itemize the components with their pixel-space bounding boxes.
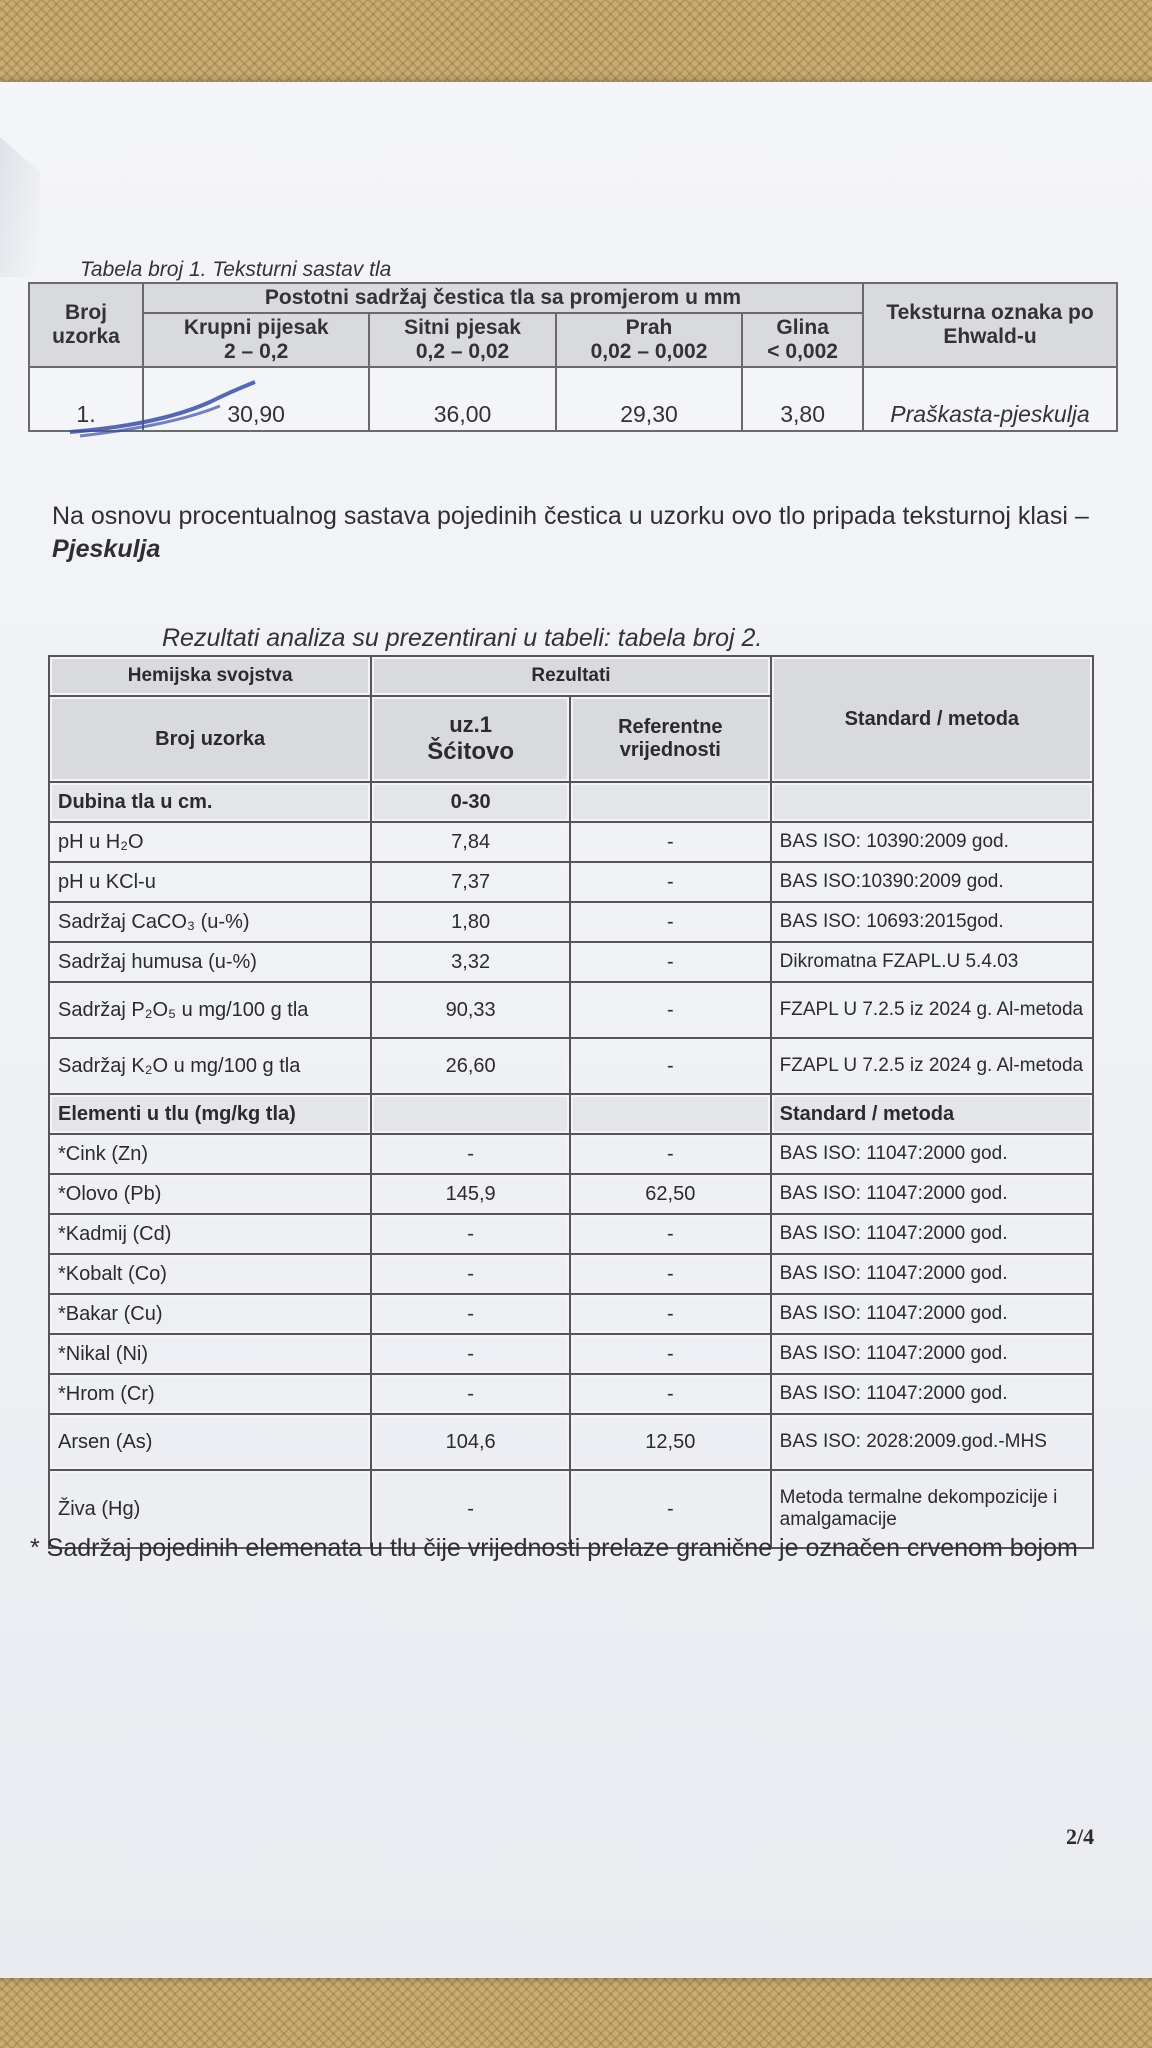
pen-mark <box>60 380 260 450</box>
row-name: Živa (Hg) <box>49 1470 371 1548</box>
depth-value: 0-30 <box>371 782 570 822</box>
row-reference: - <box>570 822 771 862</box>
row-value: 3,32 <box>371 942 570 982</box>
table-row <box>49 1134 1093 1174</box>
row-name: *Hrom (Cr) <box>49 1374 371 1414</box>
fine-cell: 36,00 <box>369 367 555 431</box>
row-name: *Nikal (Ni) <box>49 1334 371 1374</box>
method-header: Standard / metoda <box>771 656 1093 782</box>
table2-caption: Rezultati analiza su prezentirani u tabeli: tabela broj 2. <box>162 624 763 652</box>
row-name: Sadržaj K₂O u mg/100 g tla <box>49 1038 371 1094</box>
row-value: - <box>371 1294 570 1334</box>
col-texture-header: Teksturna oznaka po Ehwald-u <box>863 283 1117 367</box>
row-value: 7,37 <box>371 862 570 902</box>
row-reference: - <box>570 1254 771 1294</box>
table1-caption: Tabela broj 1. Teksturni sastav tla <box>80 258 392 281</box>
silt-cell: 29,30 <box>556 367 743 431</box>
row-value: 26,60 <box>371 1038 570 1094</box>
table-row <box>49 1294 1093 1334</box>
row-method: BAS ISO: 11047:2000 god. <box>771 1254 1093 1294</box>
texture-cell: Praškasta-pjeskulja <box>863 367 1117 431</box>
depth-label: Dubina tla u cm. <box>49 782 371 822</box>
row-method: Metoda termalne dekompozicije i amalgamacije <box>771 1470 1093 1548</box>
row-reference: - <box>570 1038 771 1094</box>
table-row <box>49 1414 1093 1470</box>
row-method: BAS ISO:10390:2009 god. <box>771 862 1093 902</box>
table-row <box>49 1374 1093 1414</box>
row-value: - <box>371 1134 570 1174</box>
row-value: - <box>371 1254 570 1294</box>
row-reference: - <box>570 902 771 942</box>
row-method: BAS ISO: 2028:2009.god.-MHS <box>771 1414 1093 1470</box>
row-method: BAS ISO: 11047:2000 god. <box>771 1134 1093 1174</box>
page-fold <box>0 137 40 277</box>
row-reference: - <box>570 1214 771 1254</box>
table-row <box>49 1038 1093 1094</box>
reference-header: Referentne vrijednosti <box>570 696 771 782</box>
row-value: 7,84 <box>371 822 570 862</box>
col-clay-header: Glina < 0,002 <box>742 313 863 367</box>
row-name: *Kobalt (Co) <box>49 1254 371 1294</box>
col-fine-header: Sitni pjesak 0,2 – 0,02 <box>369 313 555 367</box>
row-method: BAS ISO: 10390:2009 god. <box>771 822 1093 862</box>
row-reference: - <box>570 1294 771 1334</box>
row-reference: 12,50 <box>570 1414 771 1470</box>
row-method: BAS ISO: 11047:2000 god. <box>771 1174 1093 1214</box>
row-method: BAS ISO: 11047:2000 god. <box>771 1334 1093 1374</box>
row-value: 145,9 <box>371 1174 570 1214</box>
row-name: *Kadmij (Cd) <box>49 1214 371 1254</box>
row-name: *Olovo (Pb) <box>49 1174 371 1214</box>
row-reference: - <box>570 942 771 982</box>
row-name: *Bakar (Cu) <box>49 1294 371 1334</box>
row-reference: - <box>570 1374 771 1414</box>
row-value: - <box>371 1214 570 1254</box>
sample-cell: 1. <box>29 367 143 431</box>
table-row <box>49 822 1093 862</box>
sample-header: Broj uzorka <box>49 696 371 782</box>
props-header: Hemijska svojstva <box>49 656 371 696</box>
table-row <box>49 1254 1093 1294</box>
table-row <box>49 1334 1093 1374</box>
sample-id-header: uz.1 Šćitovo <box>371 696 570 782</box>
col-sample-header: Broj uzorka <box>29 283 143 367</box>
results-header: Rezultati <box>371 656 770 696</box>
row-reference: - <box>570 1134 771 1174</box>
row-value: 90,33 <box>371 982 570 1038</box>
row-method: BAS ISO: 11047:2000 god. <box>771 1214 1093 1254</box>
clay-cell: 3,80 <box>742 367 863 431</box>
col-silt-header: Prah 0,02 – 0,002 <box>556 313 743 367</box>
row-reference: - <box>570 982 771 1038</box>
row-method: FZAPL U 7.2.5 iz 2024 g. Al-metoda <box>771 1038 1093 1094</box>
col-group-header: Postotni sadržaj čestica tla sa promjerom u mm <box>143 283 863 313</box>
elements-method-label: Standard / metoda <box>771 1094 1093 1134</box>
row-method: FZAPL U 7.2.5 iz 2024 g. Al-metoda <box>771 982 1093 1038</box>
row-name: Sadržaj CaCO₃ (u-%) <box>49 902 371 942</box>
row-value: - <box>371 1470 570 1548</box>
table-row <box>49 942 1093 982</box>
table-row <box>49 982 1093 1038</box>
row-value: - <box>371 1334 570 1374</box>
row-reference: - <box>570 862 771 902</box>
row-method: BAS ISO: 11047:2000 god. <box>771 1374 1093 1414</box>
footnote: * Sadržaj pojedinih elemenata u tlu čije vrijednosti prelaze granične je označen crvenom bojom <box>30 1534 1078 1562</box>
table-row <box>49 1174 1093 1214</box>
row-value: 1,80 <box>371 902 570 942</box>
row-name: Arsen (As) <box>49 1414 371 1470</box>
table-row <box>49 902 1093 942</box>
table-row <box>49 1214 1093 1254</box>
row-value: - <box>371 1374 570 1414</box>
row-name: Sadržaj P₂O₅ u mg/100 g tla <box>49 982 371 1038</box>
analysis-table <box>48 655 1094 1549</box>
col-coarse-header: Krupni pijesak 2 – 0,2 <box>143 313 369 367</box>
table-row <box>49 862 1093 902</box>
row-method: Dikromatna FZAPL.U 5.4.03 <box>771 942 1093 982</box>
page-number: 2/4 <box>1066 1824 1095 1849</box>
row-method: BAS ISO: 11047:2000 god. <box>771 1294 1093 1334</box>
row-reference: - <box>570 1334 771 1374</box>
row-reference: 62,50 <box>570 1174 771 1214</box>
conclusion-paragraph: Na osnovu procentualnog sastava pojedinih čestica u uzorku ovo tlo pripada teksturnoj klasi –Pjeskulja <box>52 502 1089 563</box>
coarse-cell: 30,90 <box>143 367 369 431</box>
row-name: Sadržaj humusa (u-%) <box>49 942 371 982</box>
row-reference: - <box>570 1470 771 1548</box>
texture-class: Pjeskulja <box>52 535 161 563</box>
row-name: pH u H₂O <box>49 822 371 862</box>
row-method: BAS ISO: 10693:2015god. <box>771 902 1093 942</box>
row-name: *Cink (Zn) <box>49 1134 371 1174</box>
row-name: pH u KCl-u <box>49 862 371 902</box>
elements-label: Elementi u tlu (mg/kg tla) <box>49 1094 371 1134</box>
row-value: 104,6 <box>371 1414 570 1470</box>
